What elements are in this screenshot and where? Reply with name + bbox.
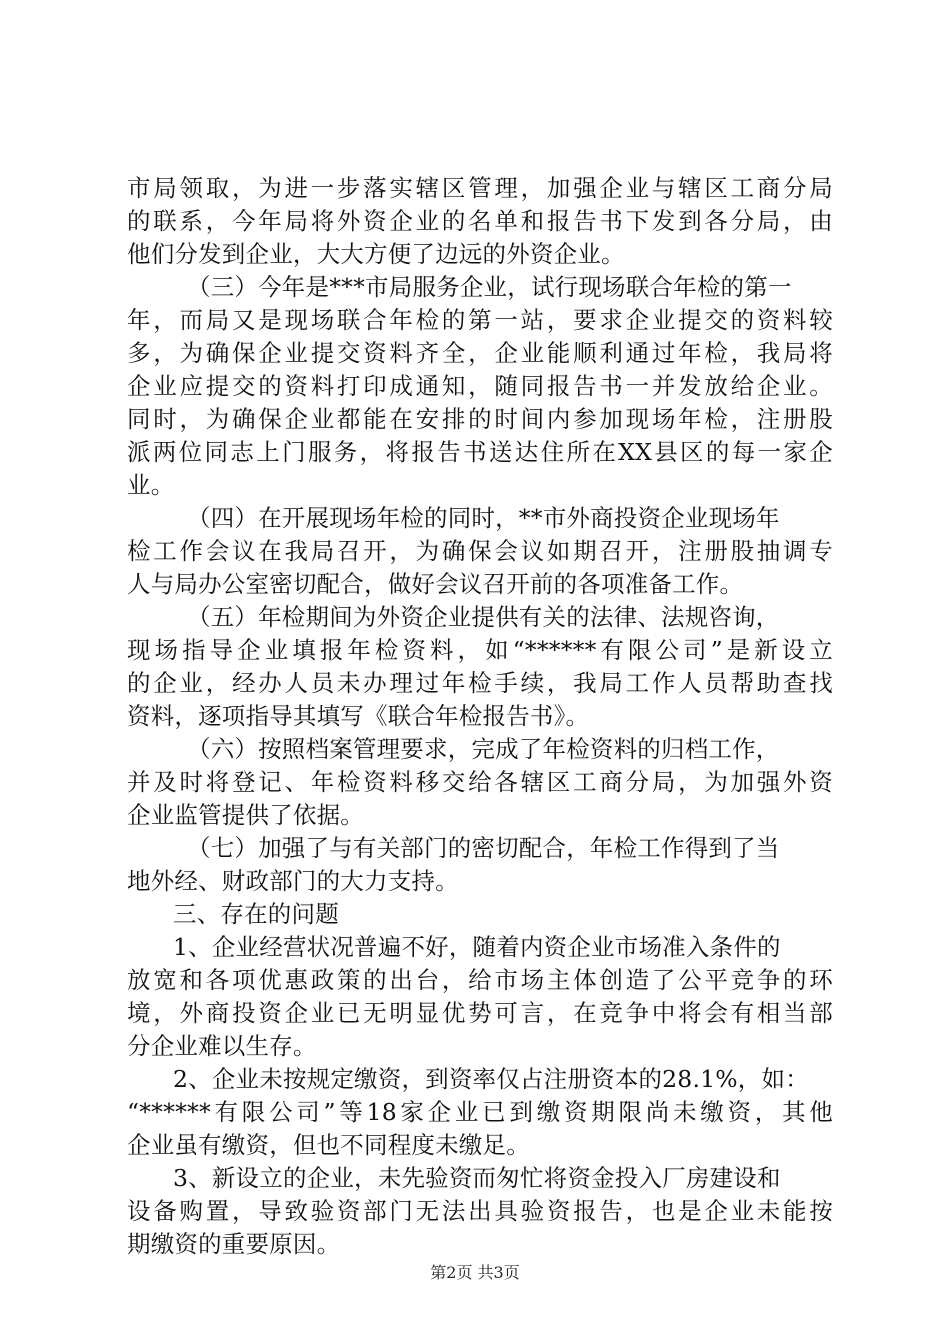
text-line: 年，而局又是现场联合年检的第一站，要求企业提交的资料较 (127, 306, 833, 334)
text-line: “******有限公司”等18家企业已到缴资期限尚未缴资，其他 (127, 1098, 833, 1126)
section-4-start: （四）在开展现场年检的同时，**市外商投资企业现场年 (187, 504, 780, 532)
section-heading-problems: 三、存在的问题 (173, 900, 339, 928)
text-line: 分企业难以生存。 (127, 1032, 317, 1060)
text-line: 资料，逐项指导其填写《联合年检报告书》。 (127, 702, 590, 730)
text-line: 放宽和各项优惠政策的出台，给市场主体创造了公平竞争的环 (127, 966, 833, 994)
text-line: 同时，为确保企业都能在安排的时间内参加现场年检，注册股 (127, 405, 833, 433)
text-line: 企业虽有缴资，但也不同程度未缴足。 (127, 1131, 530, 1159)
text-line: 的联系，今年局将外资企业的名单和报告书下发到各分局，由 (127, 207, 833, 235)
text-line: 并及时将登记、年检资料移交给各辖区工商分局，为加强外资 (127, 768, 833, 796)
page-number-footer: 第2页 共3页 (430, 1263, 520, 1282)
section-5-start: （五）年检期间为外资企业提供有关的法律、法规咨询， (187, 603, 780, 631)
text-line: 多，为确保企业提交资料齐全，企业能顺利通过年检，我局将 (127, 339, 833, 367)
problem-1-start: 1、企业经营状况普遍不好，随着内资企业市场准入条件的 (173, 933, 781, 961)
text-line: 他们分发到企业，大大方便了边远的外资企业。 (127, 240, 625, 268)
text-line: 的企业，经办人员未办理过年检手续，我局工作人员帮助查找 (127, 669, 833, 697)
text-line: 境，外商投资企业已无明显优势可言，在竞争中将会有相当部 (127, 999, 833, 1027)
text-line: 检工作会议在我局召开，为确保会议如期召开，注册股抽调专 (127, 537, 833, 565)
problem-3-start: 3、新设立的企业，未先验资而匆忙将资金投入厂房建设和 (173, 1164, 781, 1192)
text-line: 人与局办公室密切配合，做好会议召开前的各项准备工作。 (127, 570, 744, 598)
section-3-start: （三）今年是***市局服务企业，试行现场联合年检的第一 (187, 273, 792, 301)
text-line: 现场指导企业填报年检资料，如“******有限公司”是新设立 (127, 636, 833, 664)
text-line: 企业应提交的资料打印成通知，随同报告书一并发放给企业。 (127, 372, 833, 400)
text-line: 期缴资的重要原因。 (127, 1230, 341, 1258)
text-line: 设备购置，导致验资部门无法出具验资报告，也是企业未能按 (127, 1197, 833, 1225)
text-line: 业。 (127, 471, 175, 499)
section-7-start: （七）加强了与有关部门的密切配合，年检工作得到了当 (187, 834, 780, 862)
text-line: 地外经、财政部门的大力支持。 (127, 867, 459, 895)
text-line: 企业监管提供了依据。 (127, 801, 364, 829)
text-line: 市局领取，为进一步落实辖区管理，加强企业与辖区工商分局 (127, 174, 833, 202)
text-line: 派两位同志上门服务，将报告书送达住所在XX县区的每一家企 (127, 438, 833, 466)
problem-2-start: 2、企业未按规定缴资，到资率仅占注册资本的28.1%，如： (173, 1065, 809, 1093)
document-body (127, 172, 833, 1261)
section-6-start: （六）按照档案管理要求，完成了年检资料的归档工作， (187, 735, 780, 763)
